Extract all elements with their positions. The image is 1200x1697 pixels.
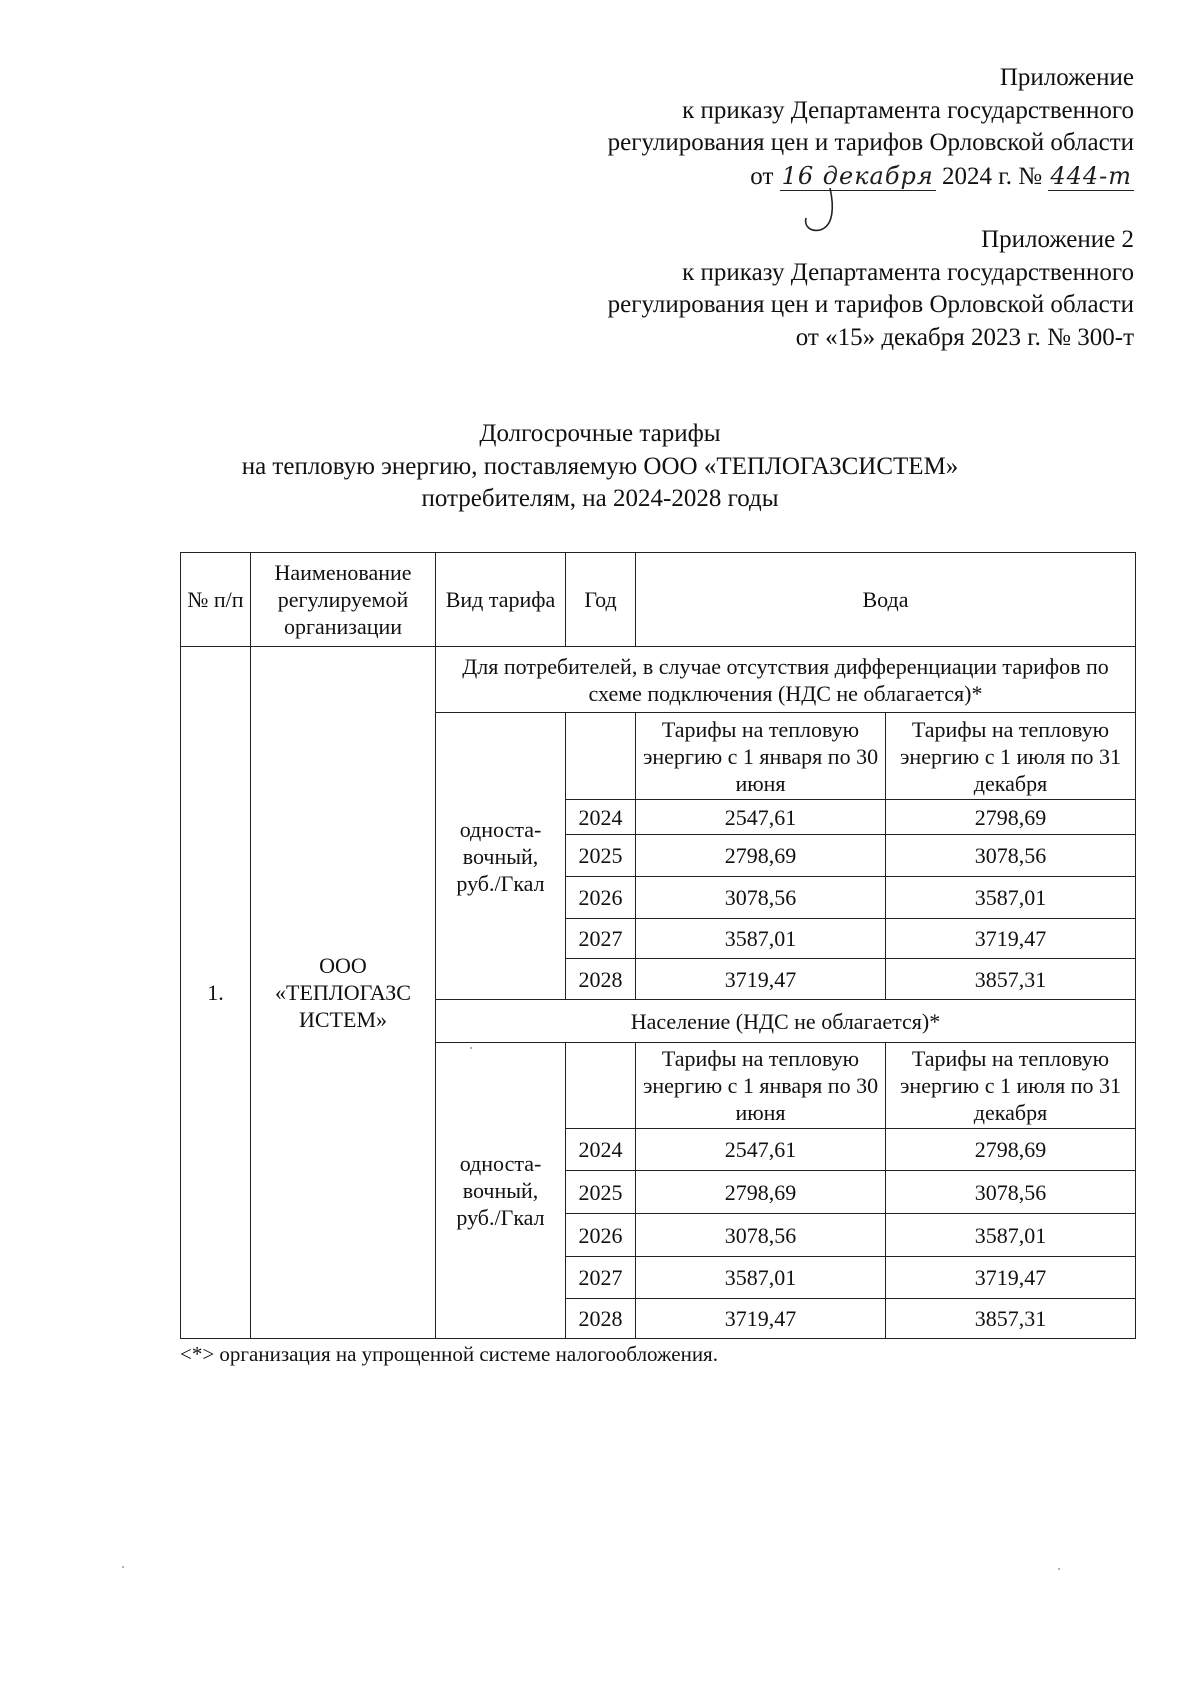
scan-speck (1058, 1568, 1060, 1570)
col-header-first-half: Тарифы на тепловую энергию с 1 января по 30 июня (636, 1043, 886, 1129)
tariff-h2-cell: 3857,31 (886, 959, 1136, 1000)
title-line-1: Долгосрочные тарифы (479, 420, 721, 447)
tariff-h2-cell: 3078,56 (886, 835, 1136, 877)
tariff-h2-cell: 3719,47 (886, 919, 1136, 959)
date-prefix: от (750, 162, 774, 190)
title-line-3: потребителям, на 2024-2028 годы (421, 485, 779, 512)
year-cell: 2024 (566, 800, 636, 835)
department-name-2: регулирования цен и тарифов Орловской области (607, 291, 1134, 318)
col-header-first-half: Тарифы на тепловую энергию с 1 января по 30 июня (636, 713, 886, 800)
tariff-h2-cell: 2798,69 (886, 800, 1136, 835)
order-date-2: от «15» декабря 2023 г. № 300-т (795, 323, 1134, 351)
handwritten-date: 16 декабря (781, 161, 934, 190)
tariff-type: односта-вочный, руб./Гкал (436, 1043, 566, 1339)
section-heading: Население (НДС не облагается)* (436, 1000, 1136, 1043)
order-reference-2: к приказу Департамента государственного (682, 258, 1134, 286)
tariff-h1-cell: 3078,56 (636, 1214, 886, 1257)
tariff-h2-cell: 3857,31 (886, 1299, 1136, 1339)
handwritten-number: 444-т (1050, 161, 1132, 190)
tariff-h1-cell: 3719,47 (636, 959, 886, 1000)
tariff-h2-cell: 3078,56 (886, 1171, 1136, 1214)
organization-name: ООО «ТЕПЛОГАЗС ИСТЕМ» (251, 647, 436, 1339)
tariff-h1-cell: 2798,69 (636, 835, 886, 877)
footnote: <*> организация на упрощенной системе налогообложения. (180, 1342, 718, 1366)
tariff-h2-cell: 3587,01 (886, 1214, 1136, 1257)
year-and-number-label: 2024 г. № (942, 162, 1043, 190)
row-number: 1. (181, 647, 251, 1339)
header-tariff-type: Вид тарифа (436, 553, 566, 647)
year-cell: 2027 (566, 1257, 636, 1299)
appendix-label: Приложение (999, 64, 1134, 91)
tariff-type: односта-вочный, руб./Гкал (436, 713, 566, 1000)
col-header-second-half: Тарифы на тепловую энергию с 1 июля по 31 декабря (886, 1043, 1136, 1129)
tariff-h1-cell: 3719,47 (636, 1299, 886, 1339)
year-cell: 2026 (566, 1214, 636, 1257)
scan-speck (122, 1566, 124, 1568)
year-cell: 2024 (566, 1129, 636, 1171)
year-cell: 2026 (566, 877, 636, 919)
section-heading: Для потребителей, в случае отсутствия дифференциации тарифов по схеме подключения (НДС не облагается)* (436, 647, 1136, 713)
year-cell: 2025 (566, 1171, 636, 1214)
scan-speck (470, 1047, 472, 1049)
tariff-h1-cell: 3587,01 (636, 1257, 886, 1299)
tariff-h1-cell: 2798,69 (636, 1171, 886, 1214)
department-name: регулирования цен и тарифов Орловской области (607, 129, 1134, 156)
tariff-h1-cell: 2547,61 (636, 800, 886, 835)
year-cell: 2028 (566, 1299, 636, 1339)
year-cell: 2027 (566, 919, 636, 959)
appendix-2-label: Приложение 2 (981, 226, 1134, 253)
section-heading-row (181, 647, 1136, 713)
header-num: № п/п (181, 553, 251, 647)
header-year: Год (566, 553, 636, 647)
empty-year-cell (566, 1043, 636, 1129)
order-date-line (608, 160, 1134, 194)
header-org: Наименование регулируемой организации (251, 553, 436, 647)
tariff-h1-cell: 3078,56 (636, 877, 886, 919)
appendix-2-header (608, 224, 1134, 354)
title-line-2: на тепловую энергию, поставляемую ООО «ТЕПЛОГАЗСИСТЕМ» (241, 452, 959, 480)
appendix-header (608, 62, 1134, 193)
tariff-h1-cell: 2547,61 (636, 1129, 886, 1171)
tariff-h2-cell: 3587,01 (886, 877, 1136, 919)
handwritten-date-wrap (780, 160, 936, 194)
tariff-table (180, 552, 1136, 1339)
tariff-h2-cell: 3719,47 (886, 1257, 1136, 1299)
order-reference: к приказу Департамента государственного (682, 96, 1134, 124)
tariff-h2-cell: 2798,69 (886, 1129, 1136, 1171)
year-cell: 2028 (566, 959, 636, 1000)
col-header-second-half: Тарифы на тепловую энергию с 1 июля по 31 декабря (886, 713, 1136, 800)
tariff-h1-cell: 3587,01 (636, 919, 886, 959)
table-header-row (181, 553, 1136, 647)
document-title (0, 418, 1200, 516)
year-cell: 2025 (566, 835, 636, 877)
header-water: Вода (636, 553, 1136, 647)
empty-year-cell (566, 713, 636, 800)
